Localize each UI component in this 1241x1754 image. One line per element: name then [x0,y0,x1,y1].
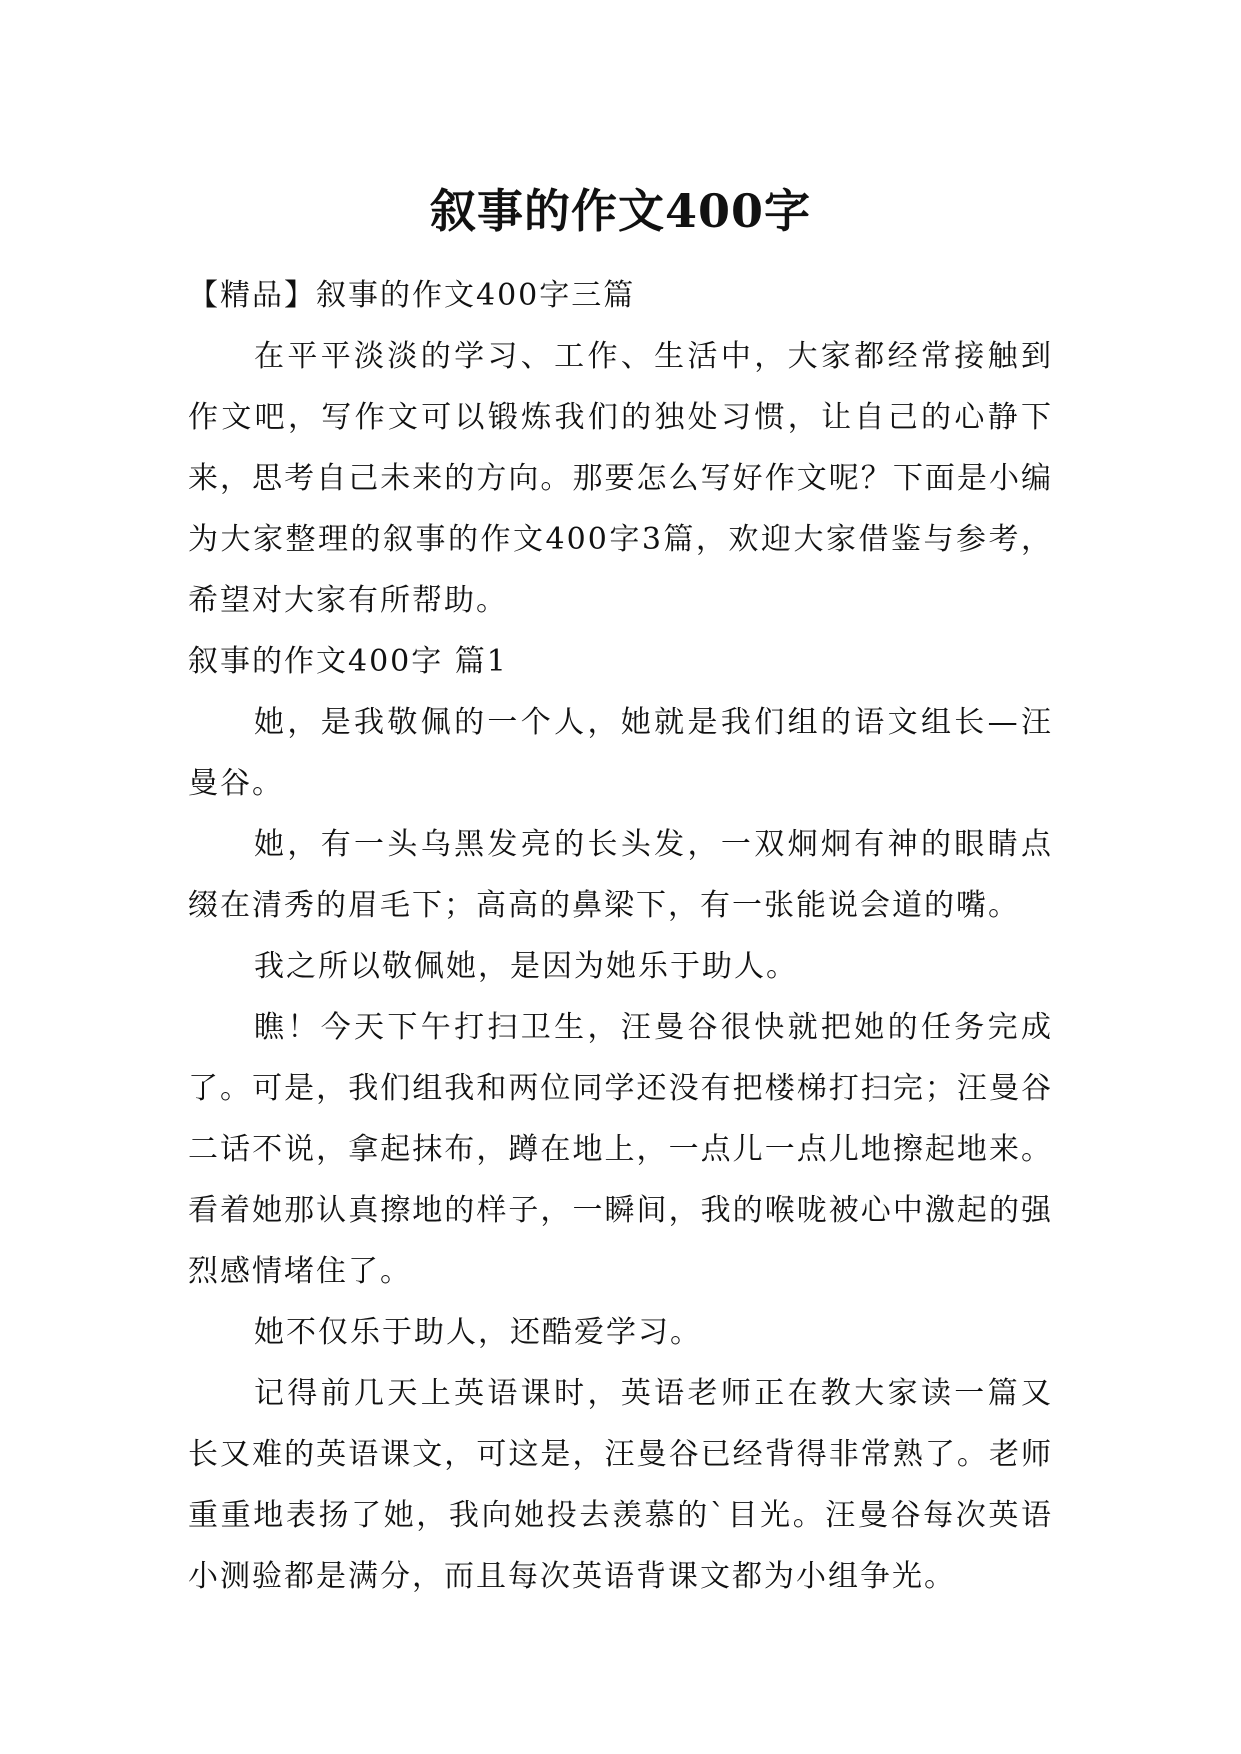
body-paragraph: 她不仅乐于助人，还酷爱学习。 [254,1315,702,1350]
body-paragraph: 她，是我敬佩的一个人，她就是我们组的语文组长—汪曼谷。 [188,705,1053,801]
document-title: 叙事的作文400字 [429,183,812,238]
body-paragraph: 她，有一头乌黑发亮的长头发，一双炯炯有神的眼睛点缀在清秀的眉毛下；高高的鼻梁下，有一张能说会道的嘴。 [188,827,1053,923]
section-heading: 叙事的作文400字 篇1 [188,644,508,679]
body-paragraph: 瞧！今天下午打扫卫生，汪曼谷很快就把她的任务完成了。可是，我们组我和两位同学还没有把楼梯打扫完；汪曼谷二话不说，拿起抹布，蹲在地上，一点儿一点儿地擦起地来。看着她那认真擦地的样子，一瞬间，我的喉咙被心中激起的强烈感情堵住了。 [188,1010,1053,1289]
document-body [188,265,1053,1607]
intro-paragraph: 在平平淡淡的学习、工作、生活中，大家都经常接触到作文吧，写作文可以锻炼我们的独处习惯，让自己的心静下来，思考自己未来的方向。那要怎么写好作文呢？下面是小编为大家整理的叙事的作文400字3篇，欢迎大家借鉴与参考，希望对大家有所帮助。 [188,339,1053,618]
body-paragraph: 记得前几天上英语课时，英语老师正在教大家读一篇又长又难的英语课文，可这是，汪曼谷已经背得非常熟了。老师重重地表扬了她，我向她投去羡慕的`目光。汪曼谷每次英语小测验都是满分，而且每次英语背课文都为小组争光。 [188,1376,1053,1594]
body-paragraph: 我之所以敬佩她，是因为她乐于助人。 [254,949,798,984]
document-subtitle: 【精品】叙事的作文400字三篇 [188,278,636,313]
